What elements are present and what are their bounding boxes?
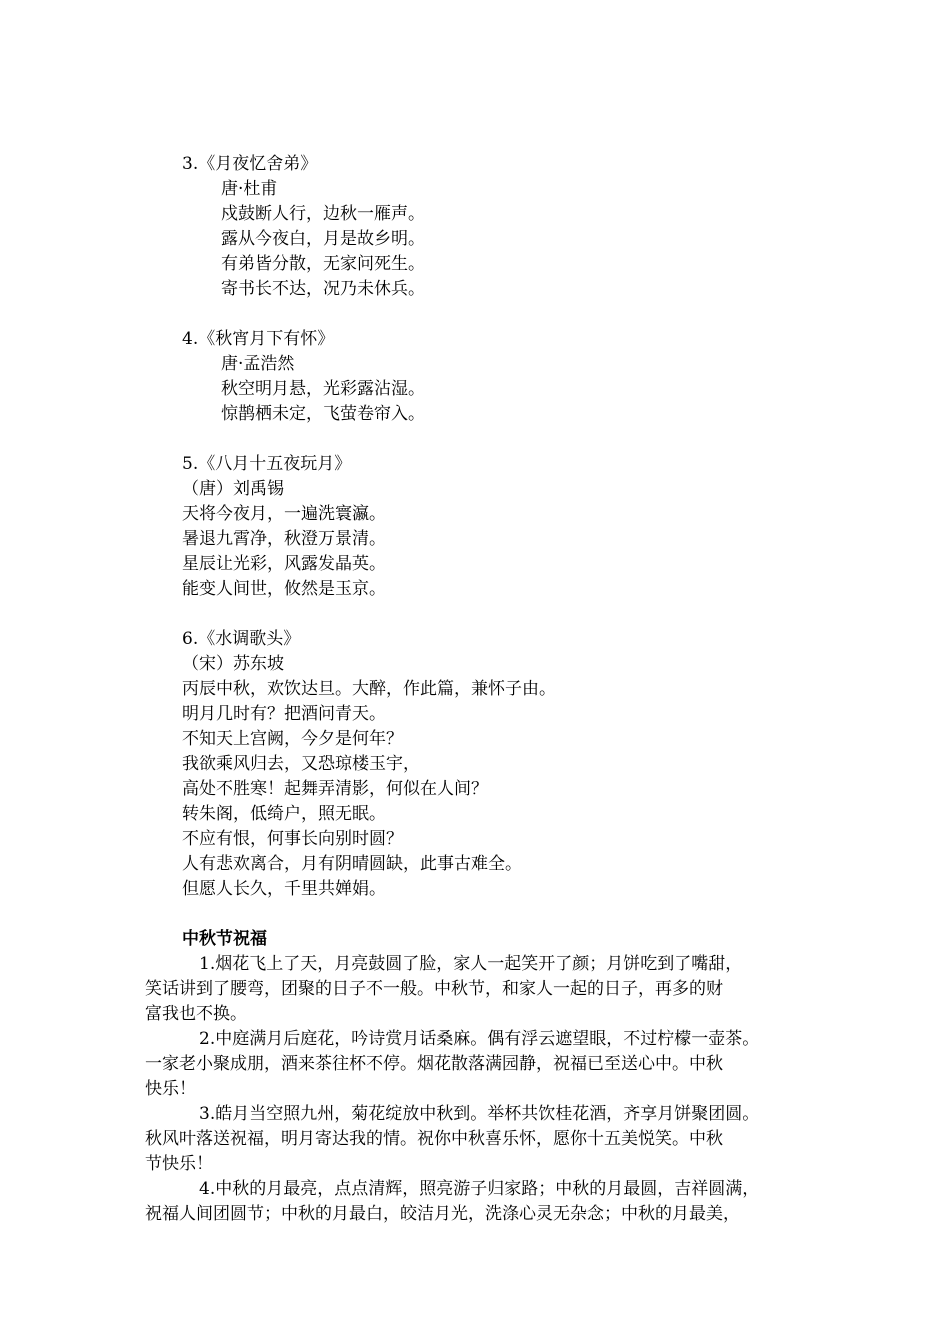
- poem5-title: 5.《八月十五夜玩月》: [182, 454, 352, 474]
- poem4-author: 唐·孟浩然: [221, 354, 295, 374]
- blessing-line: 富我也不换。: [145, 1004, 247, 1024]
- poem6-line: 人有悲欢离合，月有阴晴圆缺，此事古难全。: [182, 854, 522, 874]
- poem5-author: （唐）刘禹锡: [182, 479, 284, 499]
- poem3-title: 3.《月夜忆舍弟》: [182, 154, 318, 174]
- poem6-line: 丙辰中秋，欢饮达旦。大醉，作此篇，兼怀子由。: [182, 679, 556, 699]
- poem3-line: 戍鼓断人行，边秋一雁声。: [221, 204, 425, 224]
- poem4-title: 4.《秋宵月下有怀》: [182, 329, 335, 349]
- poem5-line: 能变人间世，攸然是玉京。: [182, 579, 386, 599]
- blessing-line: 1.烟花飞上了天，月亮鼓圆了脸，家人一起笑开了颜；月饼吃到了嘴甜，: [199, 954, 743, 974]
- blessing-line: 祝福人间团圆节；中秋的月最白，皎洁月光，洗涤心灵无杂念；中秋的月最美，: [145, 1204, 740, 1224]
- poem5-line: 暑退九霄净，秋澄万景清。: [182, 529, 386, 549]
- poem5-line: 星辰让光彩，风露发晶英。: [182, 554, 386, 574]
- poem6-line: 但愿人长久，千里共婵娟。: [182, 879, 386, 899]
- poem4-line: 惊鹊栖未定，飞萤卷帘入。: [221, 404, 425, 424]
- blessing-line: 2.中庭满月后庭花，吟诗赏月话桑麻。偶有浮云遮望眼，不过柠檬一壶茶。: [199, 1029, 760, 1049]
- blessing-line: 4.中秋的月最亮，点点清辉，照亮游子归家路；中秋的月最圆，吉祥圆满，: [199, 1179, 760, 1199]
- poem5-line: 天将今夜月，一遍洗寰瀛。: [182, 504, 386, 524]
- blessing-line: 3.皓月当空照九州，菊花绽放中秋到。举杯共饮桂花酒，齐享月饼聚团圆。: [199, 1104, 760, 1124]
- poem6-title: 6.《水调歌头》: [182, 629, 301, 649]
- poem6-line: 不应有恨，何事长向别时圆？: [182, 829, 403, 849]
- poem6-line: 转朱阁，低绮户，照无眠。: [182, 804, 386, 824]
- blessing-line: 笑话讲到了腰弯，团聚的日子不一般。中秋节，和家人一起的日子，再多的财: [145, 979, 723, 999]
- blessing-line: 一家老小聚成朋，酒来茶往杯不停。烟花散落满园静，祝福已至送心中。中秋: [145, 1054, 723, 1074]
- poem6-line: 明月几时有？把酒问青天。: [182, 704, 386, 724]
- blessing-line: 快乐！: [145, 1079, 196, 1099]
- blessing-line: 节快乐！: [145, 1154, 213, 1174]
- poem3-line: 露从今夜白，月是故乡明。: [221, 229, 425, 249]
- poem6-author: （宋）苏东坡: [182, 654, 284, 674]
- poem3-author: 唐·杜甫: [221, 179, 278, 199]
- blessings-heading: 中秋节祝福: [182, 929, 267, 949]
- poem6-line: 我欲乘风归去，又恐琼楼玉宇，: [182, 754, 420, 774]
- blessing-line: 秋风叶落送祝福，明月寄达我的情。祝你中秋喜乐怀，愿你十五美悦笑。中秋: [145, 1129, 723, 1149]
- poem3-line: 寄书长不达，况乃未休兵。: [221, 279, 425, 299]
- poem6-line: 不知天上宫阙，今夕是何年？: [182, 729, 403, 749]
- poem6-line: 高处不胜寒！起舞弄清影，何似在人间？: [182, 779, 488, 799]
- poem4-line: 秋空明月悬，光彩露沾湿。: [221, 379, 425, 399]
- poem3-line: 有弟皆分散，无家问死生。: [221, 254, 425, 274]
